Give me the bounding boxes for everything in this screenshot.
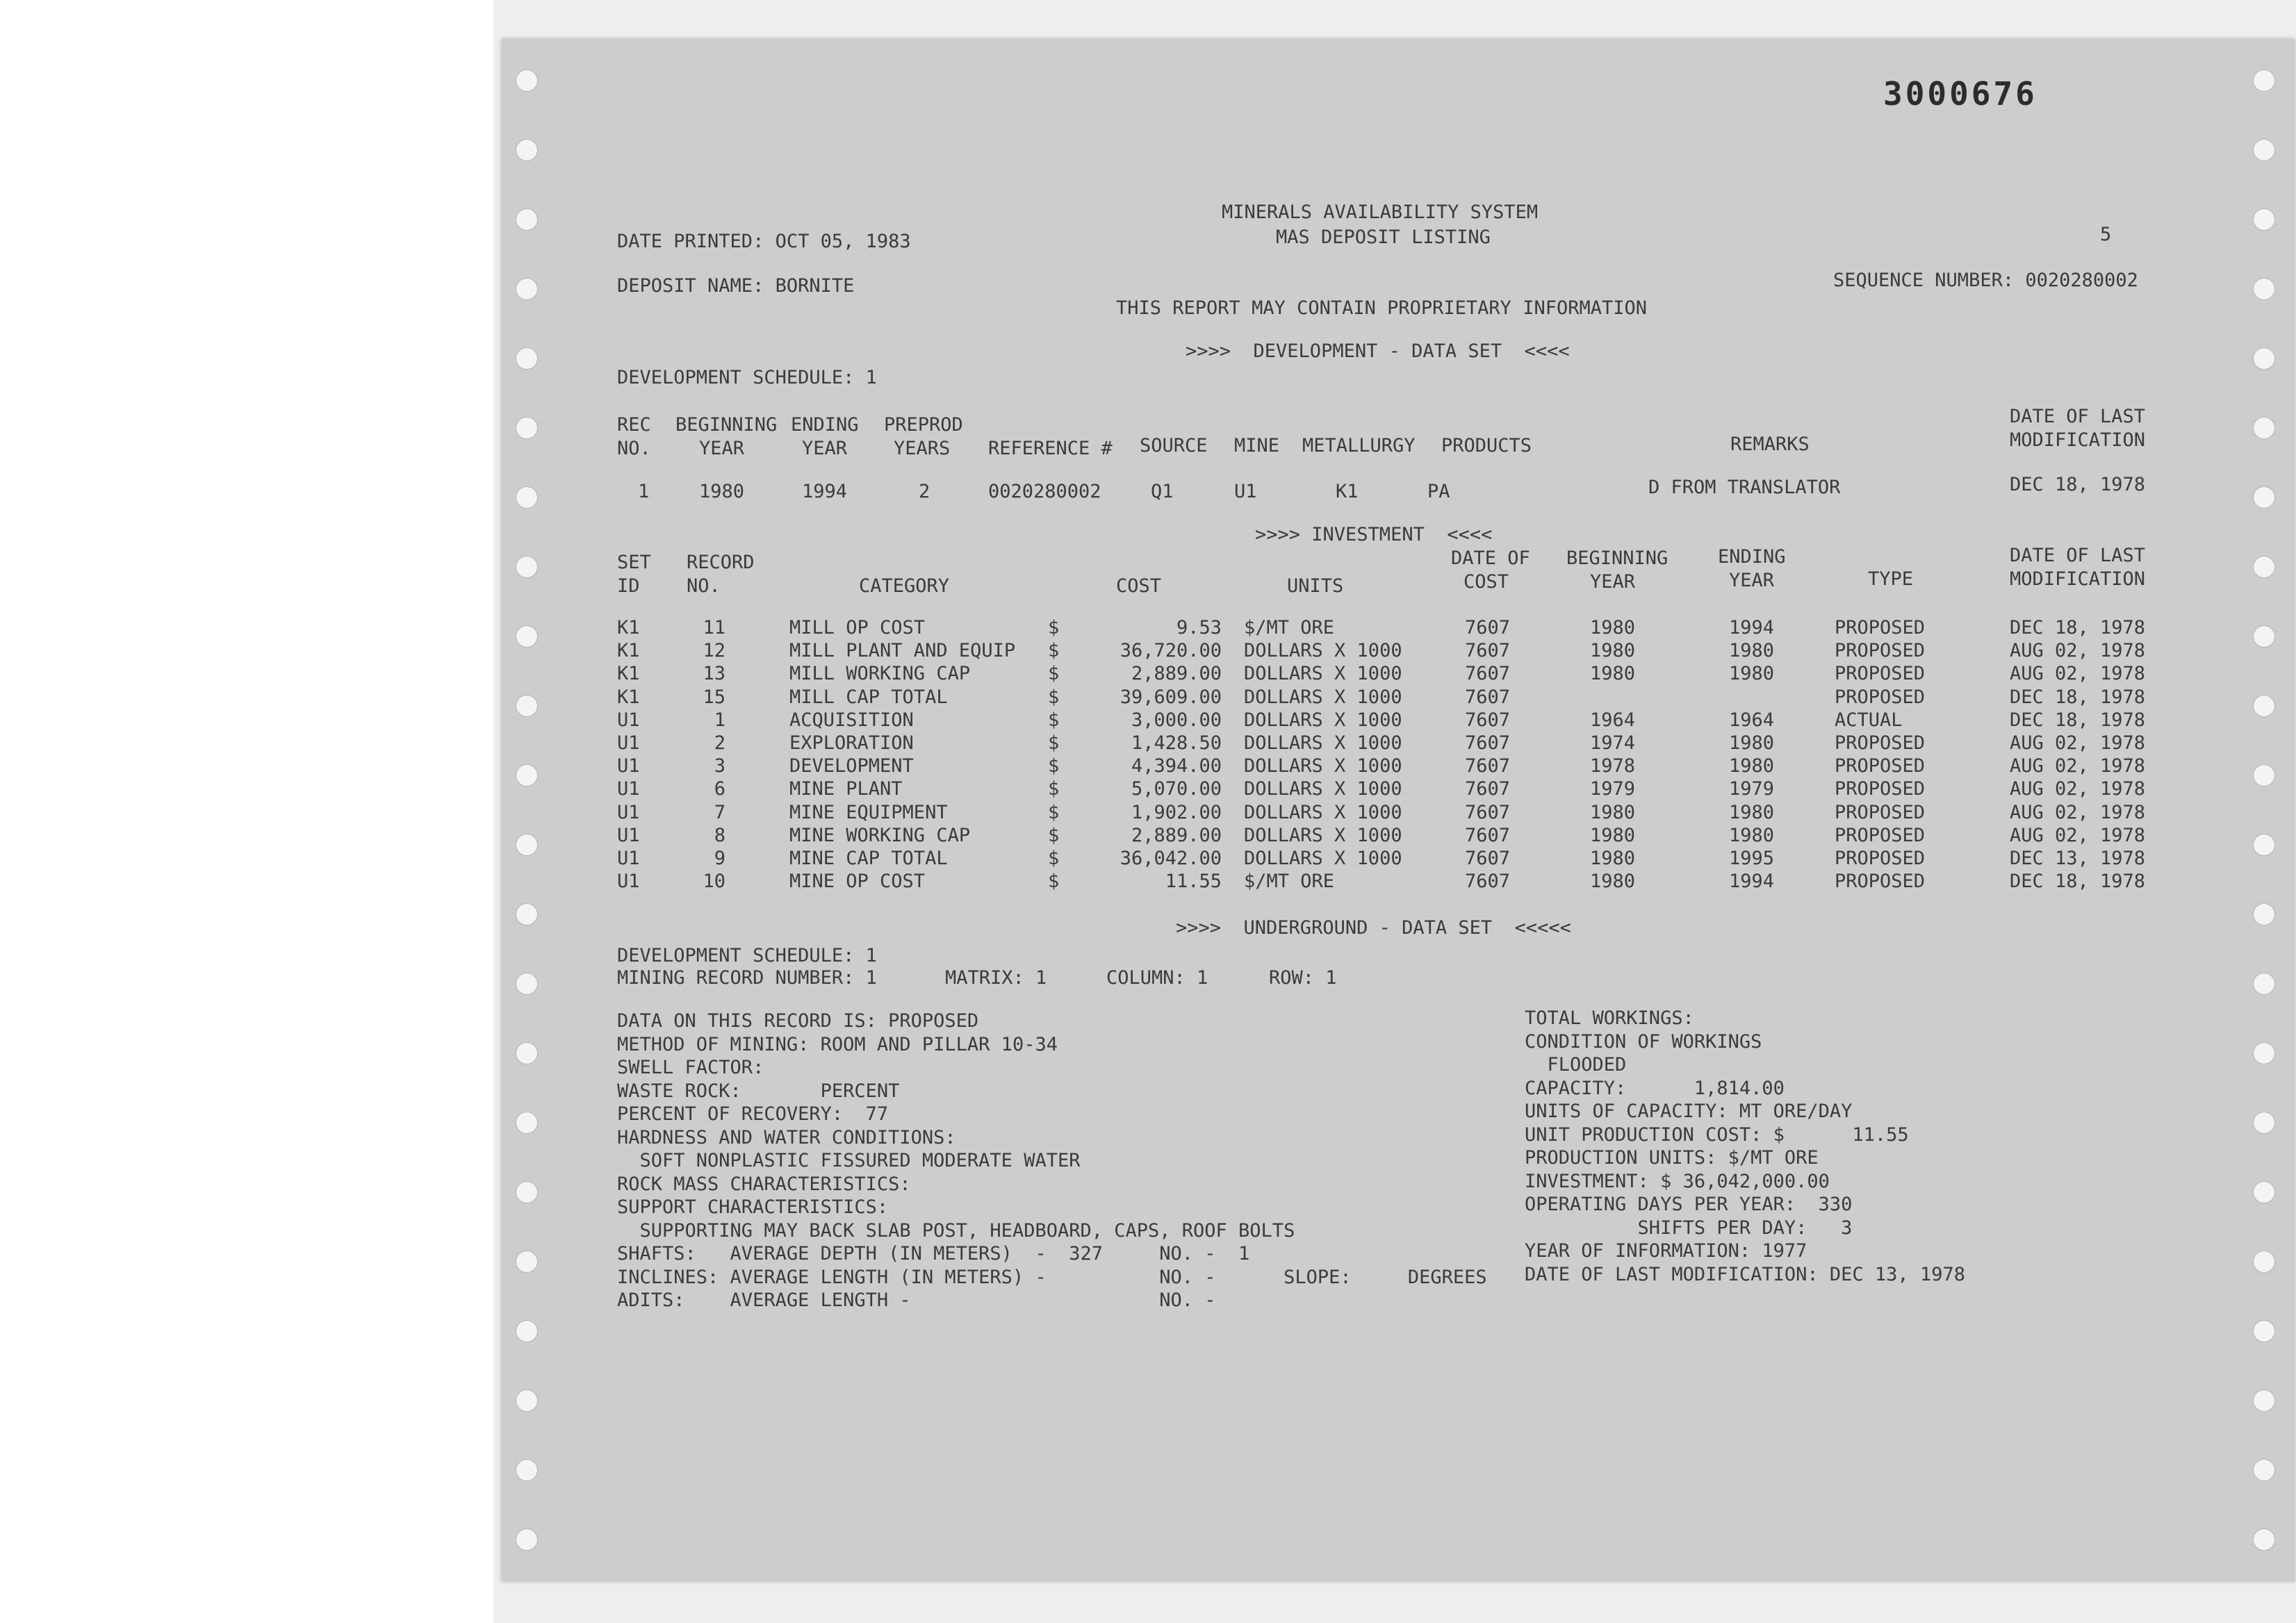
underground-left-line: SOFT NONPLASTIC FISSURED MODERATE WATER — [617, 1150, 1081, 1171]
inv-col-date-of: DATE OF — [1451, 547, 1530, 569]
inv-cell-units: DOLLARS X 1000 — [1244, 686, 1402, 708]
inv-cell-cost: 36,042.00 — [1120, 848, 1222, 869]
inv-col-record: RECORD — [687, 552, 755, 573]
inv-cell-end: 1995 — [1729, 848, 1775, 869]
inv-cell-units: DOLLARS X 1000 — [1244, 640, 1402, 662]
tractor-feed-hole — [516, 417, 538, 439]
underground-right-line: CAPACITY: 1,814.00 — [1525, 1077, 1785, 1099]
inv-cell-units: DOLLARS X 1000 — [1244, 709, 1402, 731]
tractor-feed-hole — [516, 1529, 538, 1551]
tractor-feed-hole — [516, 556, 538, 578]
underground-right-line: TOTAL WORKINGS: — [1525, 1007, 1694, 1029]
underground-left-line: SUPPORT CHARACTERISTICS: — [617, 1196, 889, 1218]
dev-metallurgy: K1 — [1336, 481, 1359, 502]
inv-cell-end: 1980 — [1729, 755, 1775, 777]
underground-right-line: SHIFTS PER DAY: 3 — [1525, 1217, 1853, 1239]
tractor-feed-hole — [2253, 1529, 2275, 1551]
inv-cell-rec: 11 — [703, 617, 725, 639]
inv-cell-beg: 1974 — [1590, 732, 1636, 754]
inv-col-date-last: DATE OF LAST — [2010, 545, 2146, 566]
underground-left-line: SUPPORTING MAY BACK SLAB POST, HEADBOARD, CAPS, ROOF BOLTS — [617, 1219, 1295, 1242]
tractor-feed-hole — [2253, 973, 2275, 995]
underground-left-line: SHAFTS: AVERAGE DEPTH (IN METERS) - 327 NO. - 1 — [617, 1243, 1250, 1264]
inv-col-ending-year: YEAR — [1729, 570, 1775, 591]
mining-record-number: MINING RECORD NUMBER: 1 — [617, 967, 877, 989]
inv-cell-units: DOLLARS X 1000 — [1244, 801, 1402, 823]
inv-cell-modified: DEC 18, 1978 — [2010, 617, 2146, 639]
inv-cell-category: MILL WORKING CAP — [789, 663, 971, 685]
computer-printout-sheet — [502, 39, 2295, 1581]
inv-cell-date-of-cost: 7607 — [1465, 640, 1511, 662]
date-printed: DATE PRINTED: OCT 05, 1983 — [617, 231, 911, 252]
col-ending-year: YEAR — [802, 438, 848, 459]
underground-section-title: >>>> UNDERGROUND - DATA SET <<<<< — [1176, 917, 1571, 939]
inv-cell-units: $/MT ORE — [1244, 617, 1335, 639]
col-modification: MODIFICATION — [2010, 429, 2146, 451]
sequence-number: SEQUENCE NUMBER: 0020280002 — [1833, 270, 2138, 291]
inv-cell-set: U1 — [617, 848, 640, 869]
system-title: MINERALS AVAILABILITY SYSTEM — [1222, 201, 1539, 223]
inv-cell-cur: $ — [1048, 732, 1060, 754]
underground-right-line: CONDITION OF WORKINGS — [1525, 1030, 1762, 1053]
inv-cell-set: U1 — [617, 732, 640, 754]
inv-cell-date-of-cost: 7607 — [1465, 709, 1511, 731]
inv-cell-category: MINE EQUIPMENT — [789, 801, 948, 823]
col-preprod: PREPROD — [884, 414, 963, 436]
inv-cell-set: K1 — [617, 640, 640, 662]
inv-col-set-id: ID — [617, 575, 640, 597]
inv-cell-cur: $ — [1048, 686, 1060, 708]
inv-cell-beg: 1978 — [1590, 755, 1636, 777]
tractor-feed-hole — [516, 1390, 538, 1412]
inv-cell-beg: 1980 — [1590, 801, 1636, 823]
inv-cell-cost: 2,889.00 — [1131, 824, 1222, 846]
inv-cell-date-of-cost: 7607 — [1465, 755, 1511, 777]
inv-cell-modified: DEC 13, 1978 — [2010, 848, 2146, 869]
inv-cell-type: PROPOSED — [1835, 617, 1926, 639]
inv-cell-set: K1 — [617, 686, 640, 708]
tractor-feed-hole — [2253, 1042, 2275, 1064]
dev-beginning: 1980 — [699, 481, 745, 502]
col-products: PRODUCTS — [1441, 435, 1532, 456]
inv-cell-rec: 10 — [703, 871, 725, 893]
investment-section-title: >>>> INVESTMENT <<<< — [1255, 524, 1493, 545]
dev-products: PA — [1427, 481, 1450, 502]
inv-cell-beg: 1980 — [1590, 848, 1636, 869]
inv-cell-set: U1 — [617, 824, 640, 846]
underground-left-line: DATA ON THIS RECORD IS: PROPOSED — [617, 1010, 979, 1032]
inv-cell-type: ACTUAL — [1835, 709, 1903, 731]
inv-cell-cur: $ — [1048, 778, 1060, 800]
inv-cell-type: PROPOSED — [1835, 801, 1926, 823]
inv-cell-modified: AUG 02, 1978 — [2010, 801, 2146, 823]
tractor-feed-hole — [2253, 1251, 2275, 1273]
inv-cell-cost: 36,720.00 — [1120, 640, 1222, 662]
inv-cell-modified: AUG 02, 1978 — [2010, 663, 2146, 685]
tractor-feed-hole — [2253, 278, 2275, 300]
tractor-feed-hole — [2253, 764, 2275, 786]
col-source: SOURCE — [1140, 435, 1208, 456]
underground-left-line: HARDNESS AND WATER CONDITIONS: — [617, 1126, 956, 1148]
inv-cell-cur: $ — [1048, 871, 1060, 893]
inv-cell-modified: AUG 02, 1978 — [2010, 824, 2146, 846]
inv-cell-cur: $ — [1048, 617, 1060, 639]
inv-cell-category: MINE PLANT — [789, 778, 903, 800]
tractor-feed-hole — [516, 834, 538, 856]
inv-cell-units: DOLLARS X 1000 — [1244, 824, 1402, 846]
tractor-feed-hole — [516, 1112, 538, 1134]
tractor-feed-hole — [516, 208, 538, 231]
inv-cell-type: PROPOSED — [1835, 871, 1926, 893]
inv-cell-end: 1964 — [1729, 709, 1775, 731]
inv-cell-cost: 4,394.00 — [1131, 755, 1222, 777]
tractor-feed-hole — [516, 1042, 538, 1064]
inv-cell-modified: AUG 02, 1978 — [2010, 732, 2146, 754]
underground-left-line: SWELL FACTOR: — [617, 1057, 764, 1078]
underground-schedule: DEVELOPMENT SCHEDULE: 1 — [617, 945, 877, 966]
dev-reference: 0020280002 — [988, 481, 1101, 502]
underground-right-line: OPERATING DAYS PER YEAR: 330 — [1525, 1194, 1853, 1215]
underground-right-line: FLOODED — [1525, 1054, 1627, 1076]
inv-cell-modified: AUG 02, 1978 — [2010, 755, 2146, 777]
inv-cell-cost: 3,000.00 — [1131, 709, 1222, 731]
tractor-feed-hole — [2253, 625, 2275, 648]
inv-cell-cur: $ — [1048, 848, 1060, 869]
dev-source: Q1 — [1151, 481, 1174, 502]
inv-cell-units: DOLLARS X 1000 — [1244, 663, 1402, 685]
inv-col-beginning: BEGINNING — [1566, 547, 1668, 569]
inv-cell-beg: 1980 — [1590, 640, 1636, 662]
inv-cell-date-of-cost: 7607 — [1465, 871, 1511, 893]
inv-cell-cur: $ — [1048, 709, 1060, 731]
tractor-feed-hole — [2253, 1459, 2275, 1481]
col-mine: MINE — [1234, 435, 1280, 456]
underground-right-line: UNITS OF CAPACITY: MT ORE/DAY — [1525, 1101, 1853, 1122]
tractor-feed-hole — [2253, 347, 2275, 370]
inv-cell-type: PROPOSED — [1835, 755, 1926, 777]
inv-cell-set: U1 — [617, 755, 640, 777]
inv-col-category: CATEGORY — [859, 575, 950, 597]
tractor-feed-hole — [2253, 695, 2275, 717]
inv-cell-units: DOLLARS X 1000 — [1244, 848, 1402, 869]
tractor-feed-hole — [2253, 1112, 2275, 1134]
listing-title: MAS DEPOSIT LISTING — [1276, 226, 1491, 248]
inv-cell-rec: 9 — [714, 848, 725, 869]
inv-cell-modified: DEC 18, 1978 — [2010, 686, 2146, 708]
inv-cell-units: DOLLARS X 1000 — [1244, 732, 1402, 754]
inv-cell-category: MINE WORKING CAP — [789, 824, 971, 846]
inv-cell-end: 1980 — [1729, 732, 1775, 754]
tractor-feed-hole — [2253, 1320, 2275, 1342]
inv-cell-cost: 11.55 — [1165, 871, 1222, 893]
underground-left-line: ADITS: AVERAGE LENGTH - NO. - — [617, 1290, 1216, 1311]
inv-cell-cost: 9.53 — [1176, 617, 1222, 639]
inv-cell-end: 1994 — [1729, 871, 1775, 893]
inv-cell-modified: AUG 02, 1978 — [2010, 778, 2146, 800]
underground-left-line: PERCENT OF RECOVERY: 77 — [617, 1103, 889, 1125]
inv-cell-beg: 1964 — [1590, 709, 1636, 731]
underground-right-line: INVESTMENT: $ 36,042,000.00 — [1525, 1170, 1830, 1192]
underground-left-line: WASTE ROCK: PERCENT — [617, 1080, 900, 1102]
inv-cell-beg: 1980 — [1590, 663, 1636, 685]
col-date-last: DATE OF LAST — [2010, 406, 2146, 427]
tractor-feed-hole — [516, 1320, 538, 1342]
inv-cell-units: DOLLARS X 1000 — [1244, 778, 1402, 800]
inv-cell-category: MILL PLANT AND EQUIP — [789, 640, 1016, 662]
dev-mine: U1 — [1234, 481, 1257, 502]
inv-cell-set: U1 — [617, 801, 640, 823]
tractor-feed-hole — [516, 278, 538, 300]
inv-cell-modified: DEC 18, 1978 — [2010, 709, 2146, 731]
inv-cell-units: $/MT ORE — [1244, 871, 1335, 893]
inv-cell-beg: 1980 — [1590, 824, 1636, 846]
inv-col-beginning-year: YEAR — [1590, 571, 1636, 593]
inv-cell-type: PROPOSED — [1835, 778, 1926, 800]
document-number-stamp: 3000676 — [1883, 75, 2037, 113]
dev-preprod: 2 — [919, 481, 930, 502]
inv-col-set: SET — [617, 552, 651, 573]
tractor-feed-hole — [2253, 903, 2275, 925]
inv-cell-type: PROPOSED — [1835, 848, 1926, 869]
inv-col-date-cost: COST — [1463, 571, 1509, 593]
col-rec: REC — [617, 414, 651, 436]
col-metallurgy: METALLURGY — [1302, 435, 1416, 456]
inv-cell-rec: 1 — [714, 709, 725, 731]
inv-cell-cost: 1,428.50 — [1131, 732, 1222, 754]
underground-left-line: INCLINES: AVERAGE LENGTH (IN METERS) - NO. - SLOPE: DEGREES — [617, 1266, 1487, 1288]
inv-cell-type: PROPOSED — [1835, 824, 1926, 846]
underground-left-line: METHOD OF MINING: ROOM AND PILLAR 10-34 — [617, 1033, 1058, 1055]
inv-cell-category: MILL CAP TOTAL — [789, 686, 948, 708]
inv-cell-category: MINE CAP TOTAL — [789, 848, 948, 869]
tractor-feed-hole — [516, 695, 538, 717]
inv-cell-units: DOLLARS X 1000 — [1244, 755, 1402, 777]
inv-cell-date-of-cost: 7607 — [1465, 778, 1511, 800]
inv-cell-end: 1980 — [1729, 663, 1775, 685]
inv-cell-cur: $ — [1048, 755, 1060, 777]
inv-cell-type: PROPOSED — [1835, 663, 1926, 685]
tractor-feed-hole — [516, 139, 538, 161]
inv-cell-cost: 5,070.00 — [1131, 778, 1222, 800]
page-number: 5 — [2100, 224, 2112, 245]
col-ending: ENDING — [791, 414, 859, 436]
underground-right-line: YEAR OF INFORMATION: 1977 — [1525, 1240, 1807, 1262]
inv-cell-type: PROPOSED — [1835, 732, 1926, 754]
inv-cell-cur: $ — [1048, 824, 1060, 846]
inv-cell-set: U1 — [617, 778, 640, 800]
inv-cell-rec: 13 — [703, 663, 725, 685]
col-beginning: BEGINNING — [675, 414, 778, 436]
dev-modified: DEC 18, 1978 — [2010, 474, 2146, 495]
inv-cell-cost: 2,889.00 — [1131, 663, 1222, 685]
inv-cell-date-of-cost: 7607 — [1465, 617, 1511, 639]
inv-cell-rec: 7 — [714, 801, 725, 823]
inv-cell-beg: 1980 — [1590, 617, 1636, 639]
inv-col-record-no: NO. — [687, 575, 721, 597]
matrix: MATRIX: 1 — [945, 967, 1047, 989]
col-preprod-years: YEARS — [894, 438, 951, 459]
tractor-feed-hole — [516, 69, 538, 92]
inv-cell-set: U1 — [617, 871, 640, 893]
deposit-name: DEPOSIT NAME: BORNITE — [617, 275, 855, 297]
inv-cell-beg: 1980 — [1590, 871, 1636, 893]
tractor-feed-hole — [2253, 834, 2275, 856]
inv-cell-end: 1980 — [1729, 640, 1775, 662]
inv-cell-end: 1980 — [1729, 824, 1775, 846]
col-reference: REFERENCE # — [988, 438, 1113, 459]
tractor-feed-hole — [2253, 208, 2275, 231]
tractor-feed-hole — [516, 1181, 538, 1203]
inv-cell-date-of-cost: 7607 — [1465, 801, 1511, 823]
underground-left-line: ROCK MASS CHARACTERISTICS: — [617, 1173, 911, 1195]
inv-cell-cur: $ — [1048, 663, 1060, 685]
inv-cell-date-of-cost: 7607 — [1465, 663, 1511, 685]
inv-cell-category: EXPLORATION — [789, 732, 914, 754]
inv-col-modification: MODIFICATION — [2010, 568, 2146, 590]
tractor-feed-hole — [516, 973, 538, 995]
inv-cell-rec: 6 — [714, 778, 725, 800]
col-remarks: REMARKS — [1730, 434, 1810, 455]
tractor-feed-hole — [516, 1459, 538, 1481]
inv-cell-date-of-cost: 7607 — [1465, 848, 1511, 869]
underground-right-line: UNIT PRODUCTION COST: $ 11.55 — [1525, 1123, 1909, 1146]
tractor-feed-hole — [516, 1251, 538, 1273]
inv-cell-rec: 15 — [703, 686, 725, 708]
inv-col-ending: ENDING — [1718, 546, 1786, 568]
inv-cell-date-of-cost: 7607 — [1465, 732, 1511, 754]
tractor-feed-hole — [2253, 69, 2275, 92]
col-rec-no: NO. — [617, 438, 651, 459]
dev-rec: 1 — [638, 481, 650, 502]
tractor-feed-hole — [2253, 139, 2275, 161]
inv-cell-end: 1980 — [1729, 801, 1775, 823]
inv-cell-rec: 8 — [714, 824, 725, 846]
proprietary-notice: THIS REPORT MAY CONTAIN PROPRIETARY INFORMATION — [1116, 297, 1648, 319]
tractor-feed-hole — [2253, 556, 2275, 578]
inv-cell-cost: 1,902.00 — [1131, 801, 1222, 823]
development-section-title: >>>> DEVELOPMENT - DATA SET <<<< — [1186, 340, 1570, 362]
inv-cell-rec: 3 — [714, 755, 725, 777]
inv-cell-rec: 2 — [714, 732, 725, 754]
inv-col-type: TYPE — [1868, 568, 1914, 590]
inv-cell-cur: $ — [1048, 801, 1060, 823]
inv-cell-category: DEVELOPMENT — [789, 755, 914, 777]
inv-cell-beg: 1979 — [1590, 778, 1636, 800]
tractor-feed-hole — [516, 486, 538, 509]
inv-cell-rec: 12 — [703, 640, 725, 662]
inv-cell-category: ACQUISITION — [789, 709, 914, 731]
tractor-feed-hole — [2253, 486, 2275, 509]
inv-cell-set: U1 — [617, 709, 640, 731]
development-schedule: DEVELOPMENT SCHEDULE: 1 — [617, 367, 877, 388]
tractor-feed-hole — [516, 764, 538, 786]
tractor-feed-hole — [2253, 1390, 2275, 1412]
col-beginning-year: YEAR — [699, 438, 745, 459]
inv-cell-set: K1 — [617, 663, 640, 685]
inv-cell-type: PROPOSED — [1835, 640, 1926, 662]
inv-cell-end: 1994 — [1729, 617, 1775, 639]
inv-cell-date-of-cost: 7607 — [1465, 824, 1511, 846]
inv-col-units: UNITS — [1287, 575, 1344, 597]
inv-cell-modified: DEC 18, 1978 — [2010, 871, 2146, 893]
inv-cell-type: PROPOSED — [1835, 686, 1926, 708]
inv-col-cost: COST — [1116, 575, 1162, 597]
inv-cell-cur: $ — [1048, 640, 1060, 662]
inv-cell-end: 1979 — [1729, 778, 1775, 800]
tractor-feed-hole — [2253, 417, 2275, 439]
dev-remarks: D FROM TRANSLATOR — [1648, 477, 1841, 498]
tractor-feed-hole — [516, 903, 538, 925]
underground-right-line: PRODUCTION UNITS: $/MT ORE — [1525, 1147, 1819, 1169]
tractor-feed-hole — [516, 625, 538, 648]
inv-cell-category: MILL OP COST — [789, 617, 926, 639]
inv-cell-cost: 39,609.00 — [1120, 686, 1222, 708]
inv-cell-set: K1 — [617, 617, 640, 639]
column-value: COLUMN: 1 — [1106, 967, 1208, 989]
tractor-feed-hole — [2253, 1181, 2275, 1203]
dev-ending: 1994 — [802, 481, 848, 502]
underground-right-line: DATE OF LAST MODIFICATION: DEC 13, 1978 — [1525, 1263, 1965, 1285]
inv-cell-date-of-cost: 7607 — [1465, 686, 1511, 708]
inv-cell-modified: AUG 02, 1978 — [2010, 640, 2146, 662]
tractor-feed-hole — [516, 347, 538, 370]
row-value: ROW: 1 — [1269, 967, 1337, 989]
inv-cell-category: MINE OP COST — [789, 871, 926, 893]
